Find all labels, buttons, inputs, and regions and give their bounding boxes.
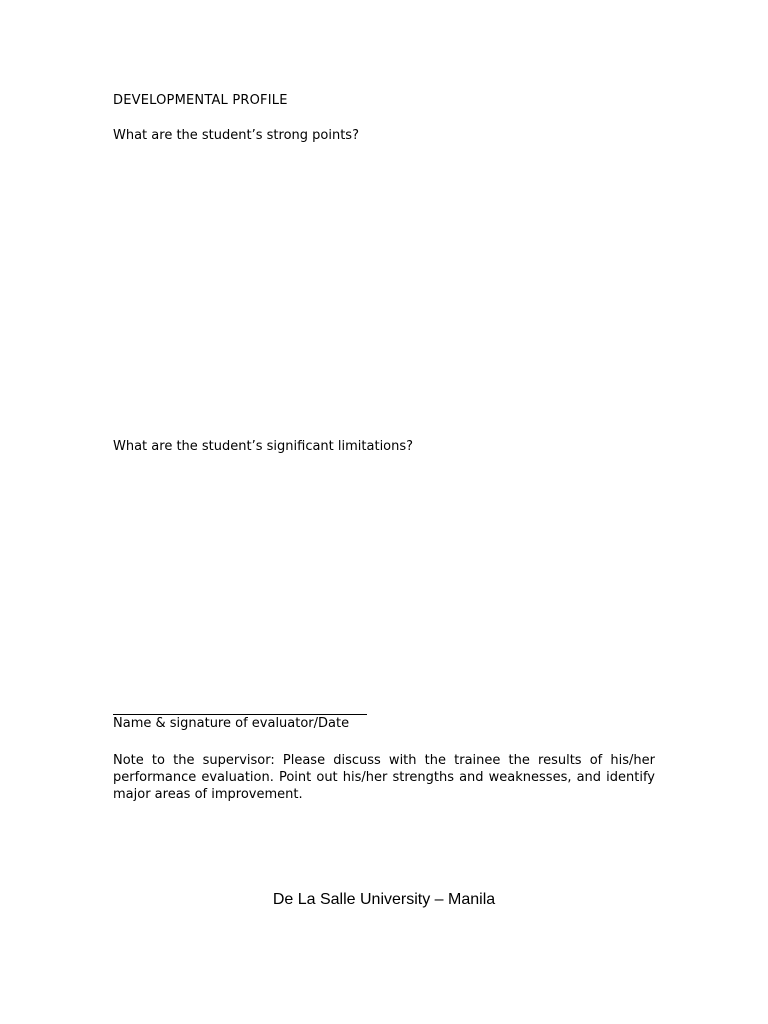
question-limitations: What are the student’s significant limitations? <box>113 439 414 454</box>
signature-line <box>113 714 367 715</box>
supervisor-note: Note to the supervisor: Please discuss with the trainee the results of his/her performance evaluation. Point out his/her strengths and weaknesses, and identify major areas of improvement. <box>113 753 655 802</box>
signature-label: Name & signature of evaluator/Date <box>113 716 350 731</box>
question-strong-points: What are the student’s strong points? <box>113 128 359 143</box>
section-heading: DEVELOPMENTAL PROFILE <box>113 93 288 108</box>
university-footer: De La Salle University – Manila <box>272 891 496 908</box>
